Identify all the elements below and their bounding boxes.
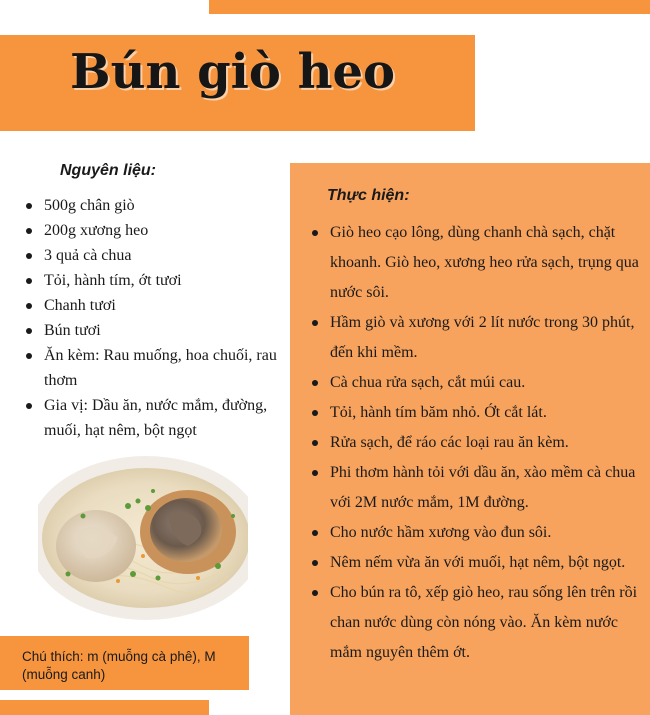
list-item: Cho bún ra tô, xếp giò heo, rau sống lên trên rồi chan nước dùng còn nóng vào. Ăn kèm nước mắm nguyên thêm ớt.	[308, 578, 640, 668]
list-item: Tỏi, hành tím băm nhỏ. Ớt cắt lát.	[308, 398, 640, 428]
list-item: Rửa sạch, để ráo các loại rau ăn kèm.	[308, 428, 640, 458]
noodle-soup-photo	[38, 446, 248, 621]
page-title: Bún giò heo	[70, 44, 396, 100]
top-accent-bar	[209, 0, 650, 14]
bottom-accent-bar	[0, 700, 209, 715]
list-item: Nêm nếm vừa ăn với muối, hạt nêm, bột ngọt.	[308, 548, 640, 578]
list-item: Ăn kèm: Rau muống, hoa chuối, rau thơm	[22, 343, 284, 393]
list-item: Giò heo cạo lông, dùng chanh chà sạch, chặt khoanh. Giò heo, xương heo rửa sạch, trụng qua nước sôi.	[308, 218, 640, 308]
steps-heading: Thực hiện:	[327, 187, 410, 204]
list-item: Cà chua rửa sạch, cắt múi cau.	[308, 368, 640, 398]
list-item: 200g xương heo	[22, 218, 284, 243]
note-text: Chú thích: m (muỗng cà phê), M (muỗng canh)	[22, 649, 216, 682]
list-item: Cho nước hầm xương vào đun sôi.	[308, 518, 640, 548]
list-item: Bún tươi	[22, 318, 284, 343]
steps-list	[308, 218, 640, 668]
list-item: Gia vị: Dầu ăn, nước mắm, đường, muối, hạt nêm, bột ngọt	[22, 393, 284, 443]
ingredients-list	[22, 193, 284, 443]
list-item: Hầm giò và xương với 2 lít nước trong 30 phút, đến khi mềm.	[308, 308, 640, 368]
ingredients-heading: Nguyên liệu:	[60, 162, 157, 179]
list-item: Chanh tươi	[22, 293, 284, 318]
list-item: 3 quả cà chua	[22, 243, 284, 268]
list-item: Phi thơm hành tỏi với dầu ăn, xào mềm cà chua với 2M nước mắm, 1M đường.	[308, 458, 640, 518]
list-item: Tỏi, hành tím, ớt tươi	[22, 268, 284, 293]
list-item: 500g chân giò	[22, 193, 284, 218]
